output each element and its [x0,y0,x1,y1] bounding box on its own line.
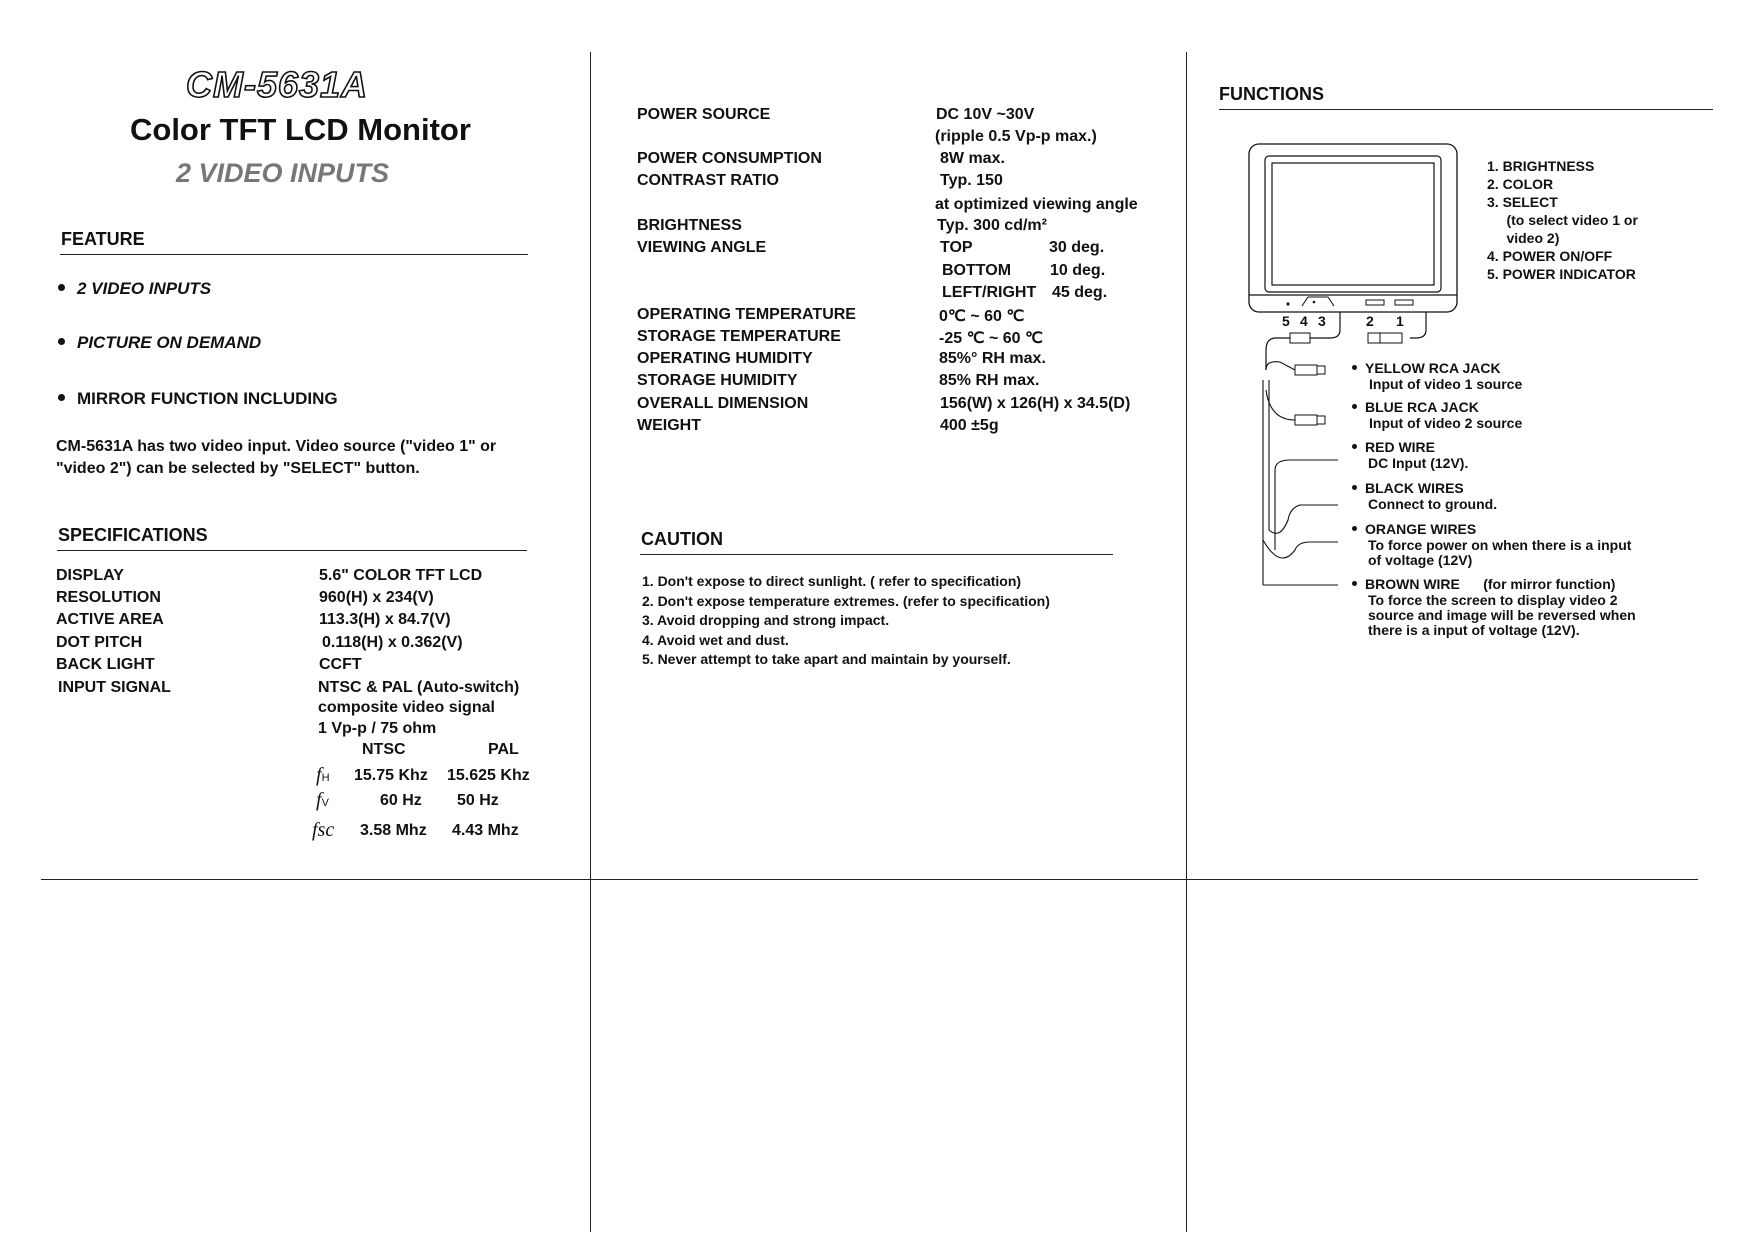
wire-desc: DC Input (12V). [1368,455,1469,471]
control-item: (to select video 1 or [1487,212,1638,228]
bullet-icon [1352,444,1357,449]
feature-item: PICTURE ON DEMAND [58,333,261,353]
freq-symbol: fH [316,764,330,786]
product-title: Color TFT LCD Monitor [130,112,471,147]
freq-ntsc-value: 15.75 Khz [354,767,428,784]
power-value: 0℃ ~ 60 ℃ [939,308,1025,325]
spec-value: 113.3(H) x 84.7(V) [319,611,451,628]
wire-item: BLACK WIRES [1352,481,1464,496]
power-value: 156(W) x 126(H) x 34.5(D) [940,395,1131,412]
red-wire [1275,460,1338,470]
power-value: Typ. 300 cd/m² [937,217,1047,234]
caution-item: 2. Don't expose temperature extremes. (refer to specification) [642,593,1050,609]
bullet-icon [1352,485,1357,490]
freq-header-pal: PAL [488,741,519,758]
wire-desc: To force power on when there is a input [1368,537,1632,553]
power-connector-icon [1380,333,1402,343]
column-divider-1 [590,52,591,1232]
wire-item: RED WIRE [1352,440,1435,455]
button-number: 3 [1318,313,1326,329]
column-divider-2 [1186,52,1187,1232]
spec-value: 5.6" COLOR TFT LCD [319,567,483,584]
video-connector-icon [1290,333,1310,343]
spec-value: 0.118(H) x 0.362(V) [322,634,463,651]
freq-pal-value: 4.43 Mhz [452,822,519,839]
power-value: at optimized viewing angle [935,196,1138,213]
spec-label: ACTIVE AREA [56,611,164,628]
power-label: OVERALL DIMENSION [637,395,809,412]
page-fold-line [41,879,1698,880]
power-label: WEIGHT [637,417,701,434]
spec-value: 1 Vp-p / 75 ohm [318,720,437,737]
wire-item: ORANGE WIRES [1352,522,1476,537]
power-label: OPERATING TEMPERATURE [637,306,856,323]
yellow-rca-jack-icon [1295,365,1317,375]
bullet-icon [1352,365,1357,370]
spec-label: DISPLAY [56,567,124,584]
select-button-icon [1302,297,1334,306]
power-value: 85%° RH max. [939,350,1046,367]
button-number: 2 [1366,313,1374,329]
control-item: video 2) [1487,230,1560,246]
power-label: POWER SOURCE [637,106,771,123]
freq-symbol: fsc [312,819,335,841]
freq-header-ntsc: NTSC [362,741,406,758]
feature-heading-rule [60,254,528,255]
color-button-icon [1366,300,1384,305]
monitor-screen [1272,163,1434,285]
power-label: POWER CONSUMPTION [637,150,822,167]
specifications-heading: SPECIFICATIONS [58,525,208,545]
freq-pal-value: 15.625 Khz [447,767,530,784]
spec-value: composite video signal [318,699,495,716]
wire-desc: Input of video 2 source [1369,415,1523,431]
control-item: 1. BRIGHTNESS [1487,158,1595,174]
power-indicator-icon [1286,302,1289,305]
caution-item: 4. Avoid wet and dust. [642,632,789,648]
spec-label: BACK LIGHT [56,656,155,673]
blue-rca-jack-icon [1295,415,1317,425]
monitor-screen-frame [1265,156,1441,292]
freq-ntsc-value: 3.58 Mhz [360,822,427,839]
bullet-icon [1352,404,1357,409]
freq-pal-value: 50 Hz [457,792,499,809]
power-label: OPERATING HUMIDITY [637,350,813,367]
button-number: 4 [1300,313,1308,329]
wire-desc: Connect to ground. [1368,496,1498,512]
control-item: 3. SELECT [1487,194,1558,210]
power-label: BRIGHTNESS [637,217,742,234]
functions-heading-rule [1219,109,1713,110]
feature-item: MIRROR FUNCTION INCLUDING [58,389,338,409]
black-wire [1269,505,1338,533]
caution-item: 3. Avoid dropping and strong impact. [642,612,890,628]
feature-description: CM-5631A has two video input. Video source ("video 1" or [56,438,497,455]
power-label: STORAGE HUMIDITY [637,372,798,389]
power-value: 400 ±5g [940,417,999,434]
feature-heading: FEATURE [61,229,145,249]
viewing-dir: LEFT/RIGHT [942,284,1037,301]
control-item: 5. POWER INDICATOR [1487,266,1636,282]
wire-item: YELLOW RCA JACK [1352,361,1501,376]
bullet-icon [1352,526,1357,531]
control-item: 2. COLOR [1487,176,1554,192]
viewing-val: 45 deg. [1052,284,1108,301]
freq-symbol: fV [316,789,329,811]
wire-item: BLUE RCA JACK [1352,400,1479,415]
feature-item: 2 VIDEO INPUTS [58,279,211,299]
viewing-dir: TOP [940,239,973,256]
spec-label: INPUT SIGNAL [58,679,171,696]
power-label: VIEWING ANGLE [637,239,767,256]
wire-item: BROWN WIRE (for mirror function) [1352,577,1615,592]
power-label: CONTRAST RATIO [637,172,779,189]
wire-desc: Input of video 1 source [1369,376,1523,392]
orange-wire [1263,540,1338,558]
power-value: Typ. 150 [940,172,1003,189]
wire-desc: source and image will be reversed when [1368,607,1636,623]
caution-item: 1. Don't expose to direct sunlight. ( refer to specification) [642,573,1022,589]
spec-label: RESOLUTION [56,589,161,606]
power-value: -25 ℃ ~ 60 ℃ [939,330,1043,347]
spec-value: CCFT [319,656,362,673]
caution-heading: CAUTION [641,529,723,549]
brightness-button-icon [1395,300,1413,305]
spec-value: 960(H) x 234(V) [319,589,434,606]
control-item: 4. POWER ON/OFF [1487,248,1613,264]
bullet-icon [1352,581,1357,586]
spec-value: NTSC & PAL (Auto-switch) [318,679,520,696]
bullet-icon [58,338,65,345]
power-label: STORAGE TEMPERATURE [637,328,841,345]
functions-heading: FUNCTIONS [1219,84,1324,104]
bullet-icon [58,284,65,291]
wire-desc: of voltage (12V) [1368,552,1473,568]
caution-heading-rule [640,554,1113,555]
specifications-heading-rule [57,550,527,551]
product-subtitle: 2 VIDEO INPUTS [176,158,390,188]
power-value: (ripple 0.5 Vp-p max.) [935,128,1097,145]
caution-item: 5. Never attempt to take apart and maintain by yourself. [642,651,1011,667]
power-value: DC 10V ~30V [936,106,1035,123]
viewing-val: 30 deg. [1049,239,1105,256]
viewing-dir: BOTTOM [942,262,1012,279]
monitor-bezel [1249,144,1457,312]
power-value: 8W max. [940,150,1005,167]
feature-description: "video 2") can be selected by "SELECT" button. [56,460,420,477]
power-value: 85% RH max. [939,372,1040,389]
button-number: 5 [1282,313,1290,329]
button-number: 1 [1396,313,1404,329]
spec-label: DOT PITCH [56,634,143,651]
model-title: CM-5631A [186,64,369,105]
viewing-val: 10 deg. [1050,262,1106,279]
wire-desc: there is a input of voltage (12V). [1368,622,1580,638]
freq-ntsc-value: 60 Hz [380,792,422,809]
wire-desc: To force the screen to display video 2 [1368,592,1618,608]
bullet-icon [58,394,65,401]
